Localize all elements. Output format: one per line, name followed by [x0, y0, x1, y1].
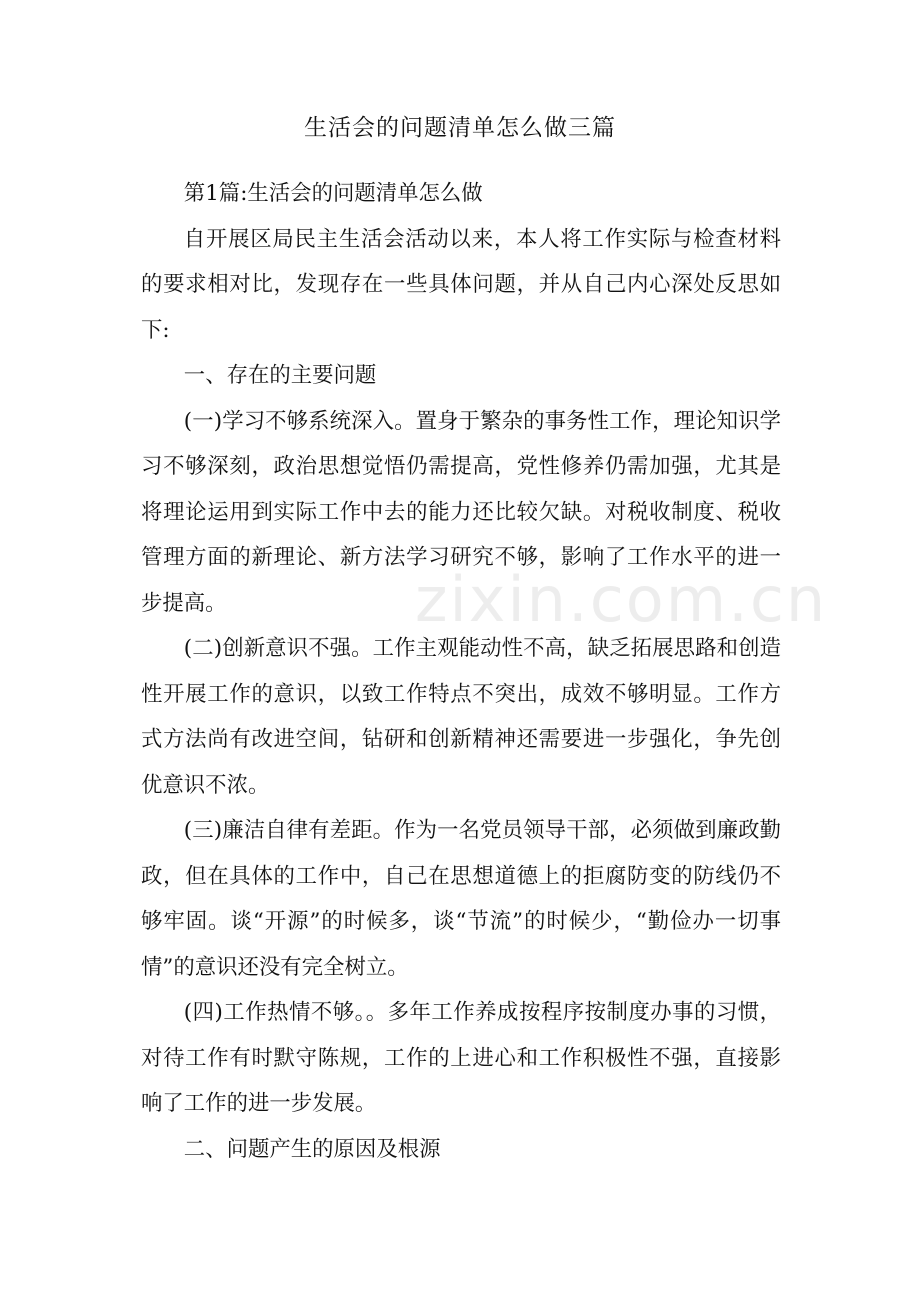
document-body: [141, 171, 781, 1172]
problem-paragraph-2: (二)创新意识不强。工作主观能动性不高，缺乏拓展思路和创造性开展工作的意识，以致工作特点不突出，成效不够明显。工作方式方法尚有改进空间，钻研和创新精神还需要进一步强化，争先创优意识不浓。: [141, 636, 781, 798]
section-heading-main-problems: 一、存在的主要问题: [183, 363, 377, 388]
problem-paragraph-1: (一)学习不够系统深入。置身于繁杂的事务性工作，理论知识学习不够深刻，政治思想觉悟仍需提高，党性修养仍需加强，尤其是将理论运用到实际工作中去的能力还比较欠缺。对税收制度、税收管理方面的新理论、新方法学习研究不够，影响了工作水平的进一步提高。: [141, 408, 781, 616]
section-heading-causes: 二、问题产生的原因及根源: [183, 1136, 441, 1162]
problem-paragraph-3: (三)廉洁自律有差距。作为一名党员领导干部，必须做到廉政勤政，但在具体的工作中，自己在思想道德上的拒腐防变的防线仍不够牢固。谈“开源”的时候多，谈“节流”的时候少，“勤俭办一切事情”的意识还没有完全树立。: [141, 818, 781, 980]
problem-paragraph-4: (四)工作热情不够。。多年工作养成按程序按制度办事的习惯，对待工作有时默守陈规，工作的上进心和工作积极性不强，直接影响了工作的进一步发展。: [141, 1000, 781, 1116]
watermark: zixin.com.cn: [415, 563, 828, 636]
document-title: 生活会的问题清单怎么做三篇: [304, 115, 616, 141]
intro-paragraph: 自开展区局民主生活会活动以来，本人将工作实际与检查材料的要求相对比，发现存在一些具体问题，并从自己内心深处反思如下:: [141, 226, 781, 343]
chapter-heading: 第1篇:生活会的问题清单怎么做: [183, 181, 483, 206]
